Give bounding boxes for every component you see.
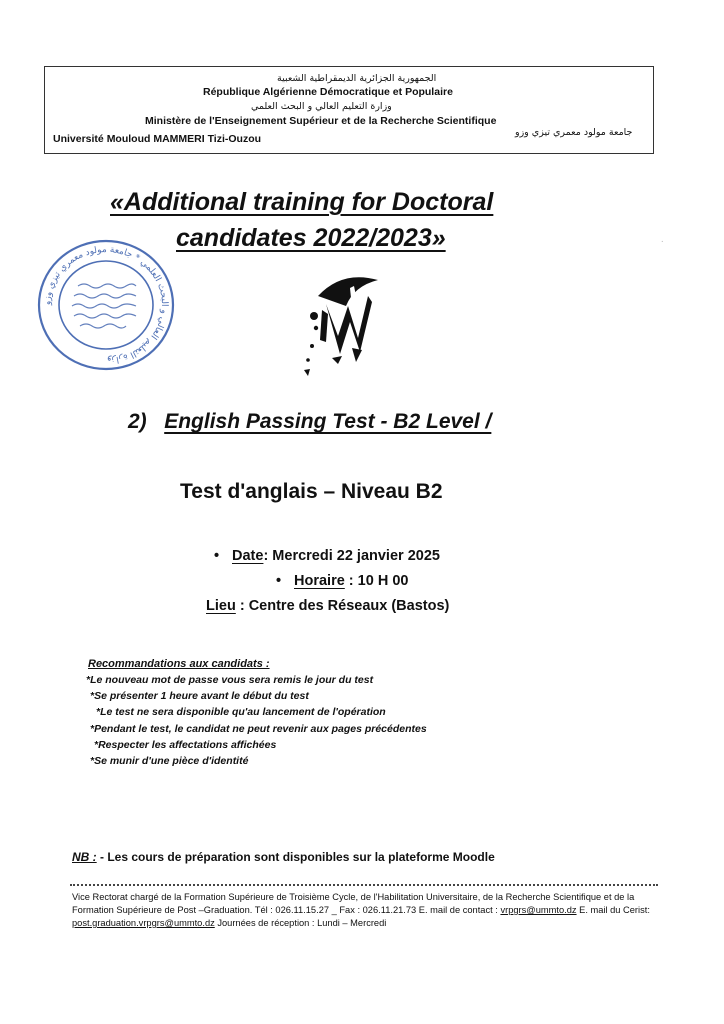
- official-stamp: [34, 234, 178, 381]
- header-ministry: Ministère de l'Enseignement Supérieur et de la Recherche Scientifique: [145, 115, 497, 127]
- test-english-label: English Passing Test - B2 Level /: [164, 410, 492, 433]
- title-line-1: «Additional training for Doctoral: [110, 188, 494, 216]
- footer-text-1: Vice Rectorat chargé de la Formation Supérieure de Troisième Cycle, de l'Habilitation Universitaire, de la Recherche Scientifique et de la Formation Supérieure de Post –Graduation. Tél : 026.11.15.27 _ Fax : 026.11.21.73 E. mail de contact :: [72, 892, 635, 915]
- date-line: [214, 548, 440, 564]
- note: [72, 850, 495, 864]
- scan-speck: ·: [660, 236, 664, 247]
- recommendations-heading: Recommandations aux candidats :: [88, 658, 270, 670]
- header-republic: République Algérienne Démocratique et Populaire: [203, 86, 453, 98]
- date-label: Date: [232, 548, 264, 564]
- test-title-french: Test d'anglais – Niveau B2: [180, 480, 443, 503]
- footer-text-3: Journées de réception : Lundi – Mercredi: [214, 918, 387, 928]
- footer-divider: [70, 884, 658, 886]
- cerist-email-link[interactable]: post.graduation.vrpgrs@ummto.dz: [72, 918, 215, 928]
- recommendation-item: *Pendant le test, le candidat ne peut revenir aux pages précédentes: [90, 722, 427, 735]
- note-label: NB :: [72, 850, 97, 864]
- university-logo: [292, 266, 392, 383]
- place-value: : Centre des Réseaux (Bastos): [235, 598, 450, 614]
- header-arabic-university: جامعة مولود معمري تيزي وزو: [515, 127, 633, 138]
- test-number: 2): [128, 410, 147, 433]
- note-text: - Les cours de préparation sont disponibles sur la plateforme Moodle: [96, 850, 495, 864]
- time-value: : 10 H 00: [344, 573, 409, 589]
- institution-header: [44, 66, 654, 154]
- date-value: : Mercredi 22 janvier 2025: [263, 548, 440, 564]
- stamp-outer-text: وزارة التعليم العالي و البحث العلمي * جامعة مولود معمري تيزي وزو: [42, 244, 170, 366]
- place-label: Lieu: [206, 598, 236, 614]
- footer-text-2: E. mail du Cerist:: [576, 905, 650, 915]
- contact-email-link[interactable]: vrpgrs@ummto.dz: [500, 905, 577, 915]
- recommendation-item: *Se munir d'une pièce d'identité: [90, 755, 249, 768]
- footer-contact: [72, 891, 658, 930]
- title-line-2: candidates 2022/2023»: [176, 224, 446, 252]
- recommendation-item: *Le nouveau mot de passe vous sera remis le jour du test: [86, 674, 374, 686]
- time-line: [276, 573, 408, 589]
- time-label: Horaire: [294, 573, 345, 589]
- university-logo-icon: [292, 266, 392, 378]
- document-title: [110, 184, 610, 256]
- stamp-seal-icon: [34, 234, 178, 376]
- recommendation-item: *Se présenter 1 heure avant le début du test: [90, 690, 309, 703]
- recommendation-item: *Respecter les affectations affichées: [94, 738, 277, 751]
- header-university: Université Mouloud MAMMERI Tizi-Ouzou: [53, 133, 262, 145]
- bullet-icon: •: [276, 573, 282, 589]
- recommendation-item: *Le test ne sera disponible qu'au lancement de l'opération: [96, 706, 386, 719]
- header-arabic-republic: الجمهورية الجزائرية الديمقراطية الشعبية: [277, 73, 437, 84]
- header-arabic-ministry: وزارة التعليم العالي و البحث العلمي: [251, 101, 392, 112]
- place-line: [206, 598, 449, 614]
- test-title-english: [128, 410, 491, 434]
- recommendations: [88, 658, 425, 769]
- bullet-icon: •: [214, 548, 220, 564]
